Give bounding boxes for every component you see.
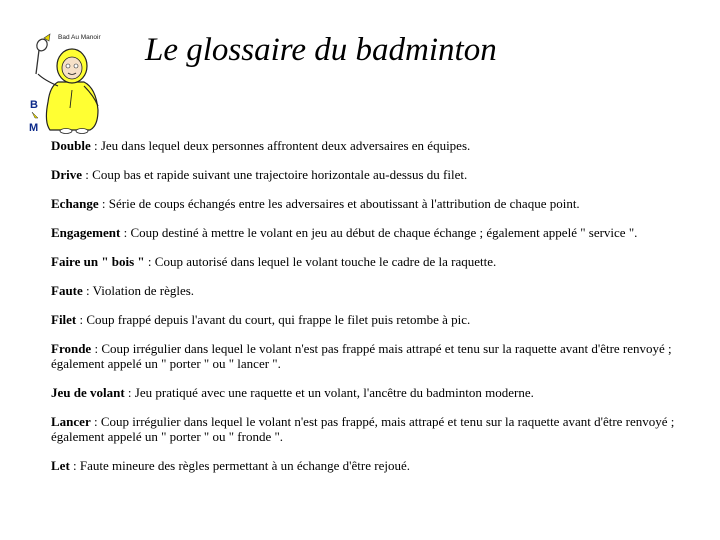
glossary-entry-filet	[51, 312, 691, 327]
glossary-term: Engagement	[51, 225, 121, 240]
page-title: Le glossaire du badminton	[145, 32, 497, 68]
monk-mascot-icon	[28, 30, 110, 138]
club-logo	[28, 30, 110, 138]
glossary-entry-lancer	[51, 414, 691, 444]
glossary-entry-drive	[51, 167, 691, 182]
glossary-entry-fronde	[51, 341, 691, 371]
glossary-definition: : Jeu dans lequel deux personnes affrontent deux adversaires en équipes.	[90, 138, 471, 153]
glossary-entry-jeu-de-volant	[51, 385, 691, 400]
glossary-list	[51, 138, 691, 487]
glossary-entry-double	[51, 138, 691, 153]
glossary-term: Filet	[51, 312, 77, 327]
glossary-definition: : Jeu pratiqué avec une raquette et un volant, l'ancêtre du badminton moderne.	[124, 385, 534, 400]
glossary-definition: : Série de coups échangés entre les adversaires et aboutissant à l'attribution de chaque point.	[98, 196, 580, 211]
glossary-entry-faire-un-bois	[51, 254, 691, 269]
logo-letter-b: B	[30, 99, 38, 111]
glossary-term: Lancer	[51, 414, 91, 429]
glossary-definition: : Coup autorisé dans lequel le volant touche le cadre de la raquette.	[144, 254, 497, 269]
glossary-definition: : Coup destiné à mettre le volant en jeu au début de chaque échange ; également appelé " service ".	[120, 225, 638, 240]
glossary-entry-echange	[51, 196, 691, 211]
glossary-definition: : Coup frappé depuis l'avant du court, qui frappe le filet puis retombe à pic.	[76, 312, 471, 327]
glossary-definition: : Coup irrégulier dans lequel le volant n'est pas frappé, mais attrapé et tenu sur la raquette avant d'être renvoyé ; également appelé un " porter " ou " fronde ".	[51, 414, 675, 444]
glossary-term: Jeu de volant	[51, 385, 125, 400]
glossary-term: Fronde	[51, 341, 92, 356]
glossary-term: Drive	[51, 167, 83, 182]
glossary-term: Faire un " bois "	[51, 254, 145, 269]
glossary-entry-faute	[51, 283, 691, 298]
glossary-definition: : Violation de règles.	[82, 283, 195, 298]
glossary-definition: : Coup bas et rapide suivant une trajectoire horizontale au-dessus du filet.	[82, 167, 468, 182]
logo-letter-m: M	[29, 122, 39, 134]
glossary-definition: : Faute mineure des règles permettant à un échange d'être rejoué.	[69, 458, 410, 473]
glossary-term: Faute	[51, 283, 83, 298]
glossary-entry-let	[51, 458, 691, 473]
glossary-term: Let	[51, 458, 70, 473]
glossary-term: Double	[51, 138, 91, 153]
glossary-term: Echange	[51, 196, 99, 211]
logo-caption: Bad Au Manoir	[58, 34, 101, 41]
glossary-definition: : Coup irrégulier dans lequel le volant n'est pas frappé mais attrapé et tenu sur la raquette avant d'être renvoyé ; également appelé un " porter " ou " lancer ".	[51, 341, 672, 371]
glossary-entry-engagement	[51, 225, 691, 240]
